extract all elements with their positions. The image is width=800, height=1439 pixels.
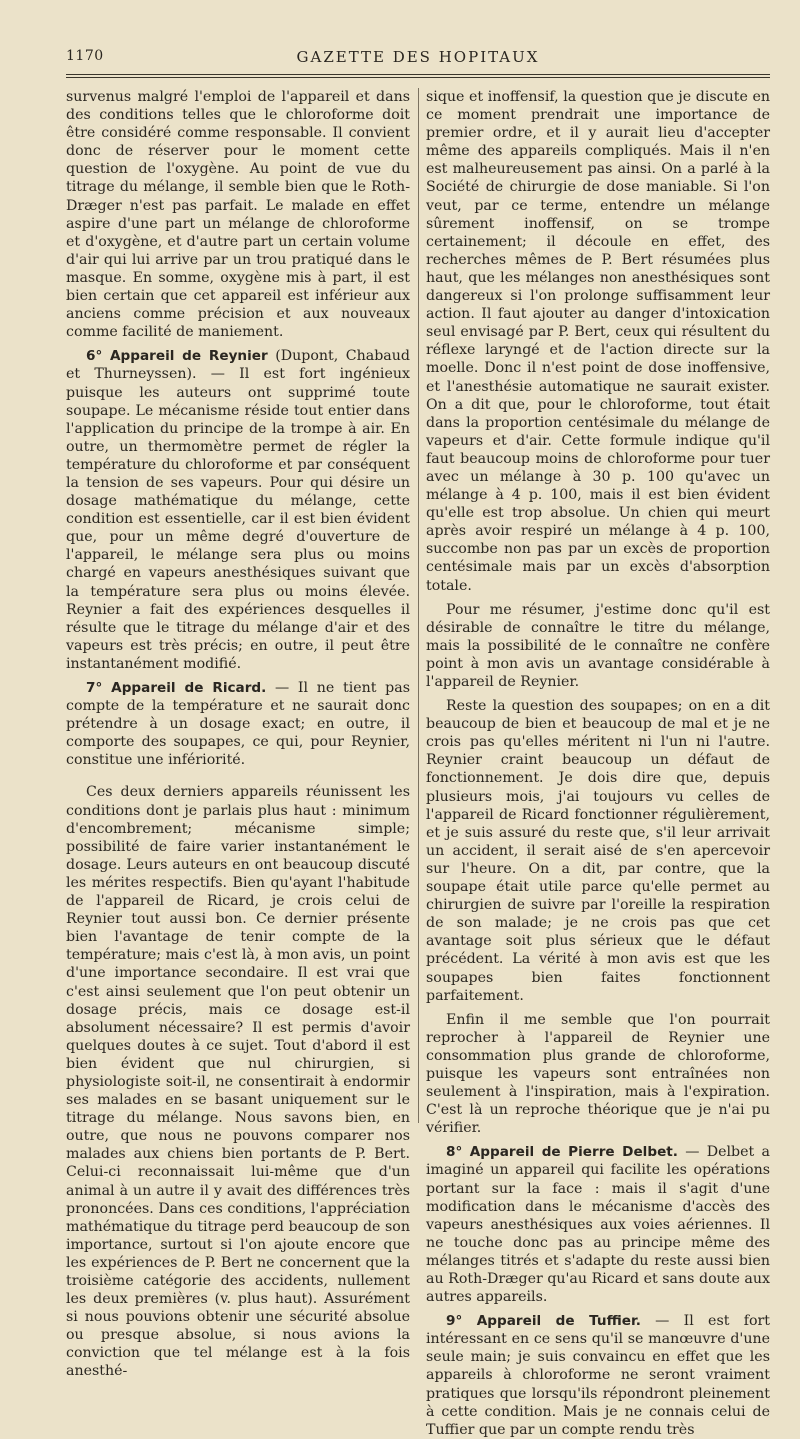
section-heading: 7° Appareil de Ricard.: [86, 680, 267, 696]
section-heading: 9° Appareil de Tuffier.: [446, 1313, 641, 1330]
right-column: [426, 88, 770, 1438]
section-heading: 6° Appareil de Reynier: [86, 348, 268, 365]
paragraph: [426, 601, 770, 691]
header-rule-bottom: [66, 77, 770, 78]
paragraph-text: Pour me résumer, j'estime donc qu'il est désirable de connaître le titre du mélange, mais la possibilité de le connaître ne confère point à mon avis un avantage considérable à l'appareil de Reynier.: [426, 601, 770, 690]
header-rule-top: [66, 74, 770, 75]
paragraph: [426, 88, 770, 595]
paragraph-text: sique et inoffensif, la question que je discute en ce moment prendrait une importance de premier ordre, et il y aurait lieu d'accepter même des appareils compliqués. Mais il n'en est malheureusement pas ainsi. On a parlé à la Société de chirurgie de dose maniable. Si l'on veut, par ce terme, entendre un mélange sûrement inoffensif, on se trompe certainement; il découle en effet, des recherches mêmes de P. Bert résumées plus haut, que les mélanges non anesthésiques sont dangereux si l'on prolonge suffisamment leur action. Il faut ajouter au danger d'intoxication seul envisagé par P. Bert, ceux qui résultent du réflexe laryngé et de l'action directe sur la moelle. Donc il n'est point de dose inoffensive, et l'anesthésie automatique ne saurait exister. On a dit que, pour le chloroforme, tout était dans la proportion centésimale du mélange de vapeurs et d'air. Cette formule indique qu'il faut beaucoup moins de chloroforme pour tuer avec un mélange à 30 p. 100 qu'avec un mélange à 4 p. 100, mais il est bien évident qu'elle est trop absolue. Un chien qui meurt après avoir respiré un mélange à 4 p. 100, succombe non pas par un excès de proportion centésimale mais par un excès d'absorption totale.: [426, 89, 770, 594]
paragraph: [66, 88, 410, 341]
journal-title: GAZETTE DES HOPITAUX: [296, 48, 540, 66]
paragraph-text: survenus malgré l'emploi de l'appareil et dans des conditions telles que le chloroforme doit être considéré comme responsable. Il convient donc de réserver pour le moment cette question de l'oxygène. Au point de vue du titrage du mélange, il semble bien que le Roth-Dræger n'est pas parfait. Le malade en effet aspire d'une part un mélange de chloroforme et d'oxygène, et d'autre part un certain volume d'air qui lui arrive par un trou pratiqué dans le masque. En somme, oxygène mis à part, il est bien certain que cet appareil est inférieur aux anciens comme précision et aux nouveaux comme facilité de maniement.: [66, 89, 410, 341]
paragraph-text: Ces deux derniers appareils réunissent les conditions dont je parlais plus haut : minimum d'encombrement; mécanisme simple; possibilité de faire varier instantanément le dosage. Leurs auteurs en ont beaucoup discuté les mérites respectifs. Bien qu'ayant l'habitude de l'appareil de Ricard, je crois celui de Reynier tout aussi bon. Ce dernier présente bien l'avantage de tenir compte de la température; mais c'est là, à mon avis, un point d'une importance secondaire. Il est vrai que c'est ainsi seulement que l'on peut obtenir un dosage précis, mais ce dosage est-il absolument nécessaire? Il est permis d'avoir quelques doutes à ce sujet. Tout d'abord il est bien évident que nul chirurgien, si physiologiste soit-il, ne consentirait à endormir ses malades en se basant uniquement sur le titrage du mélange. Nous savons bien, en outre, que nous ne pouvons comparer nos malades aux chiens bien portants de P. Bert. Celui-ci reconnaissait lui-même que d'un animal à un autre il y avait des différences très prononcées. Dans ces conditions, l'appréciation mathématique du titrage perd beaucoup de son importance, surtout si l'on ajoute encore que les expériences de P. Bert ne concernent que la troisième catégorie des accidents, nullement les deux premières (v. plus haut). Assurément si nous pouvions obtenir une sécurité absolue ou presque absolue, si nous avions la conviction que tel mélange est à la fois anesthé-: [66, 784, 410, 1380]
section-paragraph: [426, 1143, 770, 1306]
paragraph-text: Enfin il me semble que l'on pourrait reprocher à l'appareil de Reynier une consommation plus grande de chloroforme, puisque les vapeurs sont entraînées non seulement à l'inspiration, mais à l'expiration. C'est là un reproche théorique que je n'ai pu vérifier.: [426, 1011, 770, 1137]
paragraph-text: (Dupont, Chabaud et Thurneyssen). — Il est fort ingénieux puisque les auteurs ont supprimé toute soupape. Le mécanisme réside tout entier dans l'application du principe de la trompe à air. En outre, un thermomètre permet de régler la température du chloroforme et par conséquent la tension de ses vapeurs. Pour qui désire un dosage mathématique du mélange, cette condition est essentielle, car il est bien évident que, pour un même degré d'ouverture de l'appareil, le mélange sera plus ou moins chargé en vapeurs anesthésiques suivant que la température sera plus ou moins élevée. Reynier a fait des expériences desquelles il résulte que le titrage du mélange d'air et des vapeurs est très précis; en outre, il peut être instantanément modifié.: [66, 348, 410, 672]
section-paragraph: [426, 1312, 770, 1439]
paragraph-text: — Il est fort intéressant en ce sens qu'il se manœuvre d'une seule main; je suis convaincu en effet que les appareils à chloroforme ne seront vraiment pratiques que lorsqu'ils répondront pleinement à cette condition. Mais je ne connais celui de Tuffier que par un compte rendu très: [426, 1313, 770, 1438]
paragraph: [426, 697, 770, 1005]
paragraph-text: Reste la question des soupapes; on en a dit beaucoup de bien et beaucoup de mal et je ne crois pas qu'elles méritent ni l'un ni l'autre. Reynier craint beaucoup un défaut de fonctionnement. Je dois dire que, depuis plusieurs mois, j'ai toujours vu celles de l'appareil de Ricard fonctionner régulièrement, et je suis assuré du reste que, s'il leur arrivait un accident, il serait aisé de s'en apercevoir sur l'heure. On a dit, par contre, que la soupape était utile parce qu'elle permet au chirurgien de suivre par l'oreille la respiration de son malade; je ne crois pas que cet avantage soit plus sérieux que le défaut précédent. La vérité à mon avis est que les soupapes bien faites fonctionnent parfaitement.: [426, 698, 770, 1004]
page-number: 1170: [66, 48, 104, 64]
paragraph: [426, 1011, 770, 1138]
paragraph-text: — Delbet a imaginé un appareil qui facilite les opérations portant sur la face : mais il s'agit d'une modification dans le mécanisme d'accès des vapeurs anesthésiques aux voies aériennes. Il ne touche donc pas au principe même des mélanges titrés et s'adapte du reste aussi bien au Roth-Dræger qu'au Ricard et sans doute aux autres appareils.: [426, 1144, 770, 1306]
section-paragraph: [66, 679, 410, 769]
left-column: [66, 88, 410, 1380]
column-divider: [418, 88, 419, 1123]
section-paragraph: [66, 347, 410, 673]
paragraph-text: — Il ne tient pas compte de la température et ne saurait donc prétendre à un dosage exact; en outre, il comporte des soupapes, ce qui, pour Reynier, constitue une infériorité.: [66, 680, 410, 769]
paragraph: [66, 783, 410, 1380]
page-header: [66, 48, 770, 70]
section-heading: 8° Appareil de Pierre Delbet.: [446, 1144, 678, 1161]
